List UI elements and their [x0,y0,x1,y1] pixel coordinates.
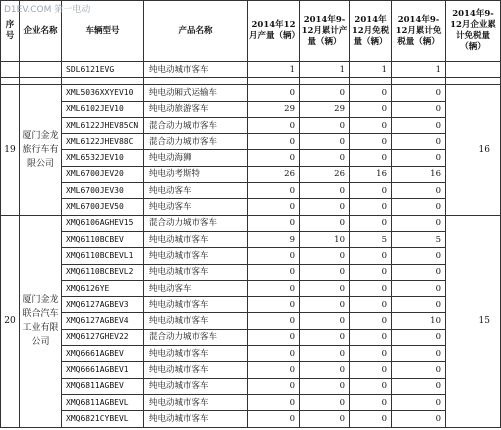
value-cell: 10 [392,313,446,329]
table-row [1,378,501,394]
value-cell: 0 [350,329,392,345]
value-cell: 0 [300,150,350,166]
value-cell: 0 [300,183,350,199]
model-cell: SDL6121EVG [62,62,144,78]
table-row [1,183,501,199]
table-row [1,85,501,101]
product-cell: 纯电动城市客车 [144,313,248,329]
model-cell: XML6532JEV10 [62,150,144,166]
table-row [1,411,501,427]
value-cell: 0 [248,362,300,378]
value-cell: 0 [248,117,300,133]
table-row [1,329,501,345]
table-row [1,101,501,117]
value-cell: 0 [350,183,392,199]
value-cell: 16 [392,166,446,182]
value-cell: 0 [350,199,392,215]
value-cell: 0 [300,199,350,215]
model-cell: XMQ6110BCBEVL2 [62,264,144,280]
value-cell: 1 [300,62,350,78]
product-cell: 混合动力城市客车 [144,117,248,133]
product-cell: 纯电动客车 [144,183,248,199]
product-cell: 混合动力城市客车 [144,329,248,345]
product-cell: 纯电动城市客车 [144,264,248,280]
watermark: D1EV.COM 第一电动 [4,5,91,15]
header-product: 产品名称 [144,1,248,62]
value-cell: 0 [248,134,300,150]
company-name: 厦门金龙旅行车有限公司 [20,85,62,215]
header-cum-exempt: 2014年9-12月累计免税量（辆） [392,1,446,62]
table-row [1,134,501,150]
model-cell: XML5036XXYEV10 [62,85,144,101]
value-cell: 0 [392,280,446,296]
model-cell: XML6102JEV10 [62,101,144,117]
value-cell: 26 [300,166,350,182]
value-cell: 0 [392,248,446,264]
company-total: 16 [446,85,501,215]
value-cell: 0 [248,280,300,296]
header-company-cum-exempt: 2014年9-12月企业累计免税量（辆） [446,1,501,62]
product-cell: 纯电动城市客车 [144,297,248,313]
value-cell: 0 [350,264,392,280]
table-row [1,264,501,280]
value-cell: 0 [248,346,300,362]
value-cell: 0 [392,101,446,117]
value-cell: 0 [300,313,350,329]
value-cell: 0 [392,297,446,313]
header-index: 序号 [1,1,20,62]
value-cell: 0 [300,411,350,427]
table-row [1,150,501,166]
product-cell: 纯电动城市客车 [144,346,248,362]
value-cell: 0 [248,248,300,264]
value-cell: 0 [300,297,350,313]
table-row [1,346,501,362]
value-cell: 0 [350,150,392,166]
value-cell: 0 [350,248,392,264]
product-cell: 纯电动城市客车 [144,411,248,427]
value-cell: 0 [248,411,300,427]
table-row [1,117,501,133]
model-cell: XMQ6811AGBEV [62,378,144,394]
value-cell: 1 [392,62,446,78]
value-cell: 1 [248,62,300,78]
value-cell: 0 [248,264,300,280]
product-cell: 纯电动考斯特 [144,166,248,182]
value-cell: 0 [300,329,350,345]
value-cell: 0 [248,199,300,215]
product-cell: 纯电动厢式运输车 [144,85,248,101]
value-cell: 29 [300,101,350,117]
model-cell: XMQ6127AGBEV4 [62,313,144,329]
company-total: 15 [446,215,501,427]
value-cell: 0 [300,215,350,231]
table-row [1,248,501,264]
group-index: 20 [1,215,20,427]
value-cell: 0 [248,394,300,410]
value-cell: 0 [392,329,446,345]
product-cell: 纯电动城市客车 [144,362,248,378]
value-cell: 0 [248,150,300,166]
value-cell: 1 [350,62,392,78]
table-row [1,166,501,182]
value-cell: 0 [350,134,392,150]
value-cell: 0 [300,248,350,264]
model-cell: XMQ6661AGBEV [62,346,144,362]
value-cell: 0 [248,378,300,394]
table-row [1,215,501,231]
value-cell: 0 [350,346,392,362]
model-cell: XMQ6106AGHEV15 [62,215,144,231]
model-cell: XMQ6110BCBEVL1 [62,248,144,264]
header-cum-output: 2014年9-12月累计产量（辆） [300,1,350,62]
value-cell: 0 [300,280,350,296]
value-cell: 0 [350,411,392,427]
table-row [1,231,501,247]
table-row [1,394,501,410]
value-cell: 0 [350,117,392,133]
value-cell: 0 [392,362,446,378]
value-cell: 0 [392,150,446,166]
header-company: 企业名称 [20,1,62,62]
product-cell: 纯电动海狮 [144,150,248,166]
value-cell: 0 [350,85,392,101]
value-cell: 0 [300,346,350,362]
model-cell: XML6122JHEV88C [62,134,144,150]
value-cell: 0 [392,394,446,410]
value-cell: 16 [350,166,392,182]
model-cell: XMQ6126YE [62,280,144,296]
product-cell: 纯电动客车 [144,199,248,215]
table-row [1,280,501,296]
header-model: 车辆型号 [62,1,144,62]
table-gap-row [1,78,501,85]
model-cell: XMQ6127AGBEV3 [62,297,144,313]
product-cell: 纯电动城市客车 [144,394,248,410]
header-dec-output: 2014年12月产量（辆） [248,1,300,62]
table-row [1,62,501,78]
model-cell: XMQ6661AGBEV1 [62,362,144,378]
value-cell: 0 [392,117,446,133]
value-cell: 0 [248,313,300,329]
value-cell: 0 [300,117,350,133]
product-cell: 混合动力城市客车 [144,215,248,231]
value-cell: 0 [392,411,446,427]
value-cell: 0 [248,329,300,345]
value-cell: 0 [350,215,392,231]
value-cell: 0 [392,199,446,215]
value-cell: 10 [300,231,350,247]
product-cell: 纯电动城市客车 [144,248,248,264]
value-cell: 0 [300,394,350,410]
value-cell: 0 [392,378,446,394]
value-cell: 0 [350,297,392,313]
value-cell: 0 [392,85,446,101]
company-name: 厦门金龙联合汽车工业有限公司 [20,215,62,427]
value-cell: 0 [248,183,300,199]
value-cell: 0 [350,362,392,378]
model-cell: XMQ6811AGBEVL [62,394,144,410]
model-cell: XML6122JHEV85CN [62,117,144,133]
header-dec-exempt: 2014年12月免税量（辆） [350,1,392,62]
value-cell: 26 [248,166,300,182]
value-cell: 0 [300,378,350,394]
product-cell: 纯电动城市客车 [144,231,248,247]
table-row [1,199,501,215]
value-cell: 0 [392,134,446,150]
value-cell: 0 [350,313,392,329]
value-cell: 0 [350,280,392,296]
value-cell: 5 [392,231,446,247]
value-cell: 0 [300,85,350,101]
table-row [1,297,501,313]
value-cell: 29 [248,101,300,117]
value-cell: 0 [248,85,300,101]
value-cell: 0 [350,378,392,394]
product-cell: 纯电动客车 [144,280,248,296]
model-cell: XMQ6821CYBEVL [62,411,144,427]
model-cell: XMQ6127GHEV22 [62,329,144,345]
value-cell: 0 [350,394,392,410]
value-cell: 5 [350,231,392,247]
value-cell: 0 [300,134,350,150]
value-cell: 0 [300,264,350,280]
value-cell: 0 [392,346,446,362]
model-cell: XMQ6110BCBEV [62,231,144,247]
value-cell: 0 [248,215,300,231]
value-cell: 0 [350,101,392,117]
value-cell: 0 [392,264,446,280]
product-cell: 纯电动城市客车 [144,62,248,78]
model-cell: XML6700JEV50 [62,199,144,215]
value-cell: 0 [300,362,350,378]
product-cell: 纯电动城市客车 [144,378,248,394]
model-cell: XML6700JEV30 [62,183,144,199]
model-cell: XML6700JEV20 [62,166,144,182]
value-cell: 0 [248,297,300,313]
value-cell: 9 [248,231,300,247]
product-cell: 混合动力城市客车 [144,134,248,150]
table-row [1,313,501,329]
product-cell: 纯电动旅游客车 [144,101,248,117]
value-cell: 0 [392,215,446,231]
table-row [1,362,501,378]
group-index: 19 [1,85,20,215]
value-cell: 0 [392,183,446,199]
